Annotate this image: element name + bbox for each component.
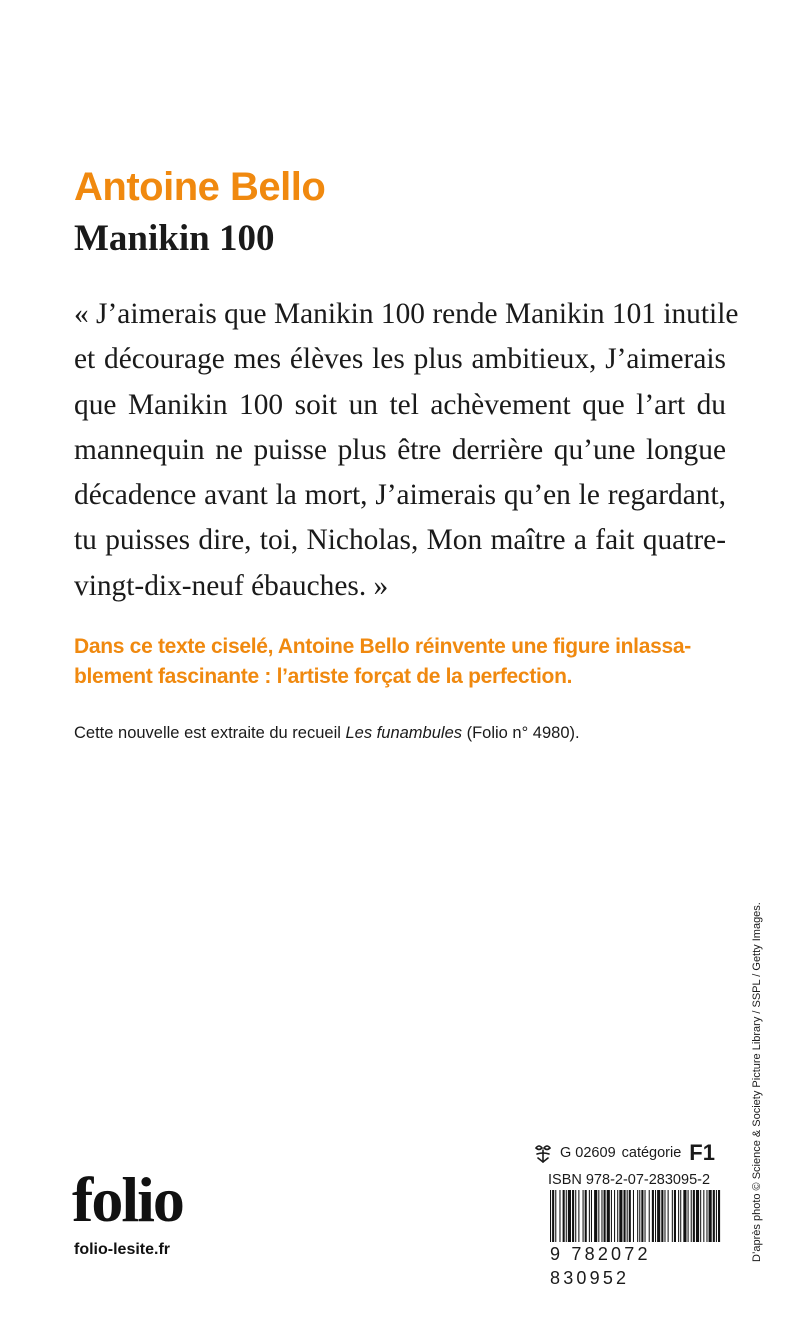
- category-row: [532, 1138, 722, 1168]
- barcode-bar: [578, 1190, 579, 1248]
- barcode-bar: [674, 1190, 676, 1248]
- category-code: F1: [689, 1140, 715, 1165]
- barcode-bar: [678, 1190, 679, 1248]
- book-title: Manikin 100: [74, 218, 275, 259]
- barcode-bar: [607, 1190, 610, 1248]
- barcode-bar: [661, 1190, 663, 1248]
- barcode-bar: [627, 1190, 628, 1248]
- barcode-bar: [563, 1190, 565, 1248]
- pitch-text: [74, 632, 726, 692]
- barcode-bar: [568, 1190, 571, 1248]
- barcode-bar: [688, 1190, 689, 1248]
- quote-line: vingt-dix-neuf ébauches. »: [74, 569, 389, 602]
- barcode-bar: [629, 1190, 631, 1248]
- barcode-bar: [559, 1190, 560, 1248]
- collection-note: [74, 722, 580, 744]
- barcode-bar: [655, 1190, 656, 1248]
- barcode-bar: [718, 1190, 720, 1248]
- barcode-bar: [550, 1190, 551, 1248]
- barcode-bar: [716, 1190, 717, 1248]
- note-suffix: (Folio n° 4980).: [462, 724, 580, 742]
- barcode-bar: [683, 1190, 686, 1248]
- barcode-bar: [624, 1190, 626, 1248]
- barcode-bar: [672, 1190, 673, 1248]
- barcode-bar: [680, 1190, 681, 1248]
- barcode-bar: [691, 1190, 692, 1248]
- gallimard-emblem-icon: [532, 1142, 554, 1164]
- barcode-bar: [657, 1190, 660, 1248]
- g-code: G 02609: [560, 1145, 616, 1161]
- quote-line: que Manikin 100 soit un tel achèvement que l’art du: [74, 388, 726, 421]
- barcode-bar: [572, 1190, 574, 1248]
- quote-line: décadence avant la mort, J’aimerais qu’en le regardant,: [74, 479, 726, 512]
- barcode-bar: [645, 1190, 646, 1248]
- pitch-line: Dans ce texte ciselé, Antoine Bello réinvente une figure inlassa-: [74, 635, 691, 658]
- barcode-bar: [700, 1190, 701, 1248]
- barcode-bar: [598, 1190, 599, 1248]
- folio-logo: folio: [72, 1164, 183, 1235]
- category-label: catégorie: [621, 1145, 682, 1161]
- barcode-bar: [585, 1190, 587, 1248]
- website-link: folio-lesite.fr: [74, 1241, 171, 1258]
- quote-line: « J’aimerais que Manikin 100 rende Manikin 101 inutile: [74, 298, 739, 330]
- barcode-bar: [641, 1190, 643, 1248]
- photo-credit: D’après photo © Science & Society Picture Library / SSPL / Getty Images.: [751, 902, 763, 1262]
- barcode-bar: [552, 1190, 554, 1248]
- barcode-bar: [696, 1190, 699, 1248]
- barcode: [548, 1190, 724, 1288]
- barcode-bar: [575, 1190, 576, 1248]
- barcode-bar: [583, 1190, 584, 1248]
- pitch-line: blement fascinante : l’artiste forçat de la perfection.: [74, 665, 573, 688]
- barcode-bar: [637, 1190, 638, 1248]
- barcode-bar: [649, 1190, 650, 1248]
- barcode-bar: [693, 1190, 695, 1248]
- barcode-bar: [604, 1190, 606, 1248]
- barcode-bar: [668, 1190, 669, 1248]
- barcode-bar: [601, 1190, 602, 1248]
- barcode-bar: [617, 1190, 618, 1248]
- barcode-bar: [709, 1190, 712, 1248]
- barcode-bars: [548, 1190, 724, 1248]
- barcode-bar: [614, 1190, 615, 1248]
- barcode-bar: [589, 1190, 590, 1248]
- barcode-bar: [555, 1190, 556, 1248]
- barcode-bar: [652, 1190, 654, 1248]
- barcode-bar: [591, 1190, 592, 1248]
- note-book-title: Les funambules: [345, 724, 462, 742]
- quote-line: tu puisses dire, toi, Nicholas, Mon maître a fait quatre-: [74, 524, 726, 557]
- price-codes: [532, 1138, 722, 1192]
- barcode-bar: [611, 1190, 612, 1248]
- quote-line: et décourage mes élèves les plus ambitieux, J’aimerais: [74, 343, 726, 376]
- quote-excerpt: [74, 292, 739, 609]
- author-name: Antoine Bello: [74, 165, 326, 209]
- barcode-bar: [639, 1190, 640, 1248]
- quote-line: mannequin ne puisse plus être derrière qu’une longue: [74, 433, 726, 466]
- barcode-bar: [713, 1190, 715, 1248]
- barcode-bar: [664, 1190, 665, 1248]
- note-prefix: Cette nouvelle est extraite du recueil: [74, 724, 346, 742]
- barcode-bar: [566, 1190, 567, 1248]
- barcode-bar: [703, 1190, 704, 1248]
- barcode-bar: [633, 1190, 634, 1248]
- barcode-bar: [706, 1190, 707, 1248]
- barcode-digits: 9 782072 830952: [548, 1242, 726, 1290]
- barcode-bar: [619, 1190, 622, 1248]
- barcode-bar: [594, 1190, 597, 1248]
- isbn: ISBN 978-2-07-283095-2: [548, 1172, 711, 1188]
